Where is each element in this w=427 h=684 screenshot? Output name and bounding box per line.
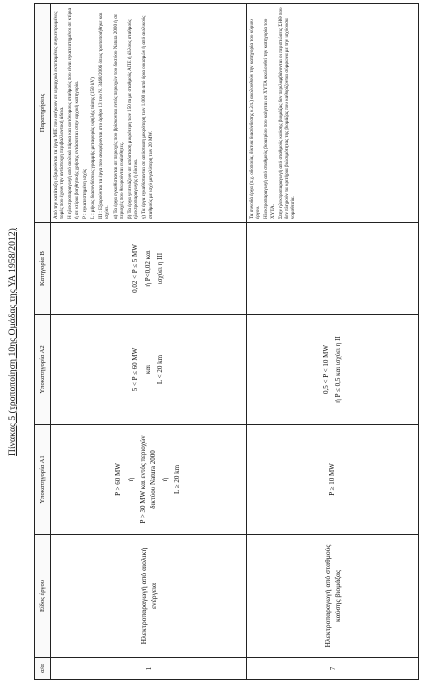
table-row <box>247 4 419 680</box>
classification-table <box>34 3 419 680</box>
a1-line: P > 30 MW και εντός περιοχών δικτύου Natura 2000 <box>139 435 157 524</box>
header-b: Κατηγορία Β <box>35 223 51 315</box>
header-type: Είδος έργου <box>35 535 51 658</box>
note-line: L : μήκος διασυνδέσεως γραμμής μεταφοράς υψηλής τάσης (150 kV) <box>90 77 97 219</box>
note-line: Ρ : εγκατεστημένη ισχύς <box>81 168 88 219</box>
a2-line: 5 < P ≤ 60 MW <box>131 347 140 392</box>
category-a1 <box>247 425 419 535</box>
notes-cell <box>247 4 419 223</box>
note-line: Ηλεκτροπαραγωγή από σταθμούς βιοαερίου που καίγεται σε ΧΥΤΑ ακολουθεί την κατηγορία του ΧΥΤΑ. <box>263 18 276 219</box>
category-a1 <box>51 425 247 535</box>
category-a2 <box>247 315 419 425</box>
b-line: ισχύει η ΙΙΙ <box>156 252 165 285</box>
a2-line: ή P ≤ 0,5 και ισχύει η ΙΙ <box>334 336 342 403</box>
a1-line: P > 60 MW <box>114 463 123 496</box>
project-type: Ηλεκτροπαραγωγή από σταθμούς καύσης βιομάζας <box>247 535 419 658</box>
header-num: α/α <box>35 658 51 680</box>
header-a2: Υποκατηγορία Α2 <box>35 315 51 425</box>
category-a2 <box>51 315 247 425</box>
note-line: α) Τα έργα εγκαθίστανται σε περιοχές που βρίσκονται εντός περιοχών του δικτύου Natura 2000 ή σε περιοχές που θεωρούνται ευαίσθητες. <box>112 13 125 219</box>
table-row <box>51 4 247 680</box>
note-line: Στην ηλεκτροπαραγωγή από σταθμούς καύσης βιομάζας δεν περιλαμβάνονται οι περιπτώσεις ΣΗΘ που δεν πληρούν τα κριτήρια βιώσιμότητας της βιομάζας που καθορίζονται σύμφωνα με την ισχύουσα νομοθεσία. <box>277 7 297 219</box>
note-line: β) Τα έργα γειτνιάζουν σε απόσταση μικρότερη των 150 m με σταθμούς ΑΠΕ ή άλλους σταθμούς ηλεκτροπαραγωγής ή δίκτυα. <box>127 19 140 219</box>
header-notes: Παρατηρήσεις <box>35 4 51 223</box>
a1-line: ή <box>160 477 169 482</box>
table-caption: Πίνακας 5 (τροποποίηση 10ης Ομάδας της ΥΑ 1958/2012) <box>8 228 18 456</box>
note-line: γ) Τα έργα εγκαθίστανται σε απόσταση μικρότερη των 1.000 m από όρια οικισμών ή από αιολικούς σταθμούς με ισχύ μεγαλύτερη των 20 MW. <box>141 15 154 219</box>
project-type: Ηλεκτροπαραγωγή από αιολική ενέργεια <box>51 535 247 658</box>
category-b <box>247 223 419 315</box>
header-a1: Υποκατηγορία Α1 <box>35 425 51 535</box>
table-header-row <box>35 4 51 680</box>
a1-line: L ≥ 20 km <box>173 464 182 495</box>
note-line: ΙΙΙ : Εξαιρούνται τα έργα που αναφέρονται στο άρθρο 13 του Ν. 3468/2006 όπως τροποποιήθηκε και ισχύει. <box>98 12 111 219</box>
b-line: ή P<0,02 και <box>143 250 152 287</box>
note-line: Η ηλεκτροπαραγωγή από αιολικά πάρκα και αυτόνομους σταθμούς που είναι εγκατεστημένοι σε κτίρια ή σε κτίρια βοηθητικής χρήσης εντάσσεται στην αρχική κατηγορία. <box>67 7 80 219</box>
notes-cell <box>51 4 247 223</box>
note-line: Από την κατάταξη εξαιρούνται τα έργα ΜΙΕ που ανήκουν σε ιεραρχικά εκτεταμένες συγκεντρωμένες τομές που έχουν την αντίστοιχη περιβαλλοντική άδεια. <box>53 11 66 219</box>
note-line: Τα συνοδά έργα (π.χ. οδοποιία, δίκτυα διασύνδεσης κ.λπ.) ακολουθούν την κατηγορία του κύριου έργου. <box>249 19 262 219</box>
row-number: 1 <box>51 658 247 680</box>
a1-line: P ≥ 10 MW <box>327 463 336 496</box>
rotated-table-stage <box>34 0 419 684</box>
table-caption-container <box>4 0 22 684</box>
a1-line: ή <box>126 477 135 482</box>
a2-line: 0,5 < P < 10 MW <box>321 345 330 394</box>
b-line: 0,02 < P ≤ 5 MW <box>131 244 140 293</box>
a2-line: και <box>143 364 152 375</box>
category-b <box>51 223 247 315</box>
a2-line: L < 20 km <box>156 354 165 385</box>
row-number: 7 <box>247 658 419 680</box>
